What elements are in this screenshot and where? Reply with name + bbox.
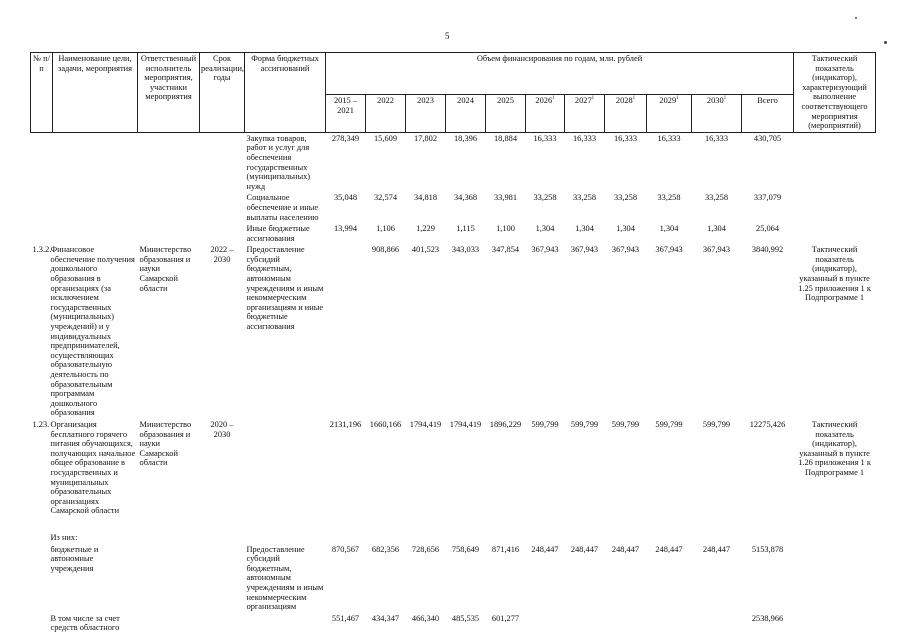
amount-cell: 430,705 — [753, 133, 782, 143]
amount-cell — [605, 613, 647, 637]
amount-cell: 347,854 — [491, 245, 520, 255]
executor: Министерство образования и науки Самарской области — [139, 419, 192, 468]
header-year: 2029$^1$ — [647, 95, 692, 132]
amount-cell: 551,467 — [331, 613, 360, 623]
executor — [138, 192, 200, 223]
term — [200, 223, 245, 244]
amount-cell: 485,535 — [451, 613, 480, 623]
financing-table — [30, 52, 876, 637]
term — [200, 192, 245, 223]
measure-name-cell — [31, 613, 138, 637]
scan-speck — [855, 17, 857, 19]
amount-cell — [486, 532, 526, 544]
row-number — [33, 533, 51, 543]
budget-form: Предоставление субсидий бюджетным, автономным учреждениям и иным некоммерческим организациям и иные бюджетные ассигнования — [246, 245, 324, 332]
executor — [138, 544, 200, 613]
amount-cell: 34,818 — [413, 193, 438, 203]
amount-cell — [647, 613, 692, 637]
measure-name-cell — [31, 544, 138, 613]
amount-cell: 1794,419 — [409, 419, 442, 429]
row-number: 1.23. — [32, 419, 50, 429]
amount-cell: 33,258 — [533, 193, 557, 203]
table-row — [31, 244, 876, 419]
amount-cell: 16,333 — [572, 133, 597, 143]
amount-cell: 601,277 — [491, 613, 520, 623]
table-row — [31, 532, 876, 544]
row-number: 1.3.2. — [32, 245, 52, 255]
amount-cell: 1660,166 — [369, 419, 402, 429]
amount-cell: 16,333 — [657, 133, 681, 143]
amount-cell: 758,649 — [451, 544, 480, 554]
amount-cell: 35,048 — [333, 193, 358, 203]
term: 2020 – 2030 — [210, 419, 234, 439]
amount-cell: 367,943 — [702, 245, 731, 255]
amount-cell: 5153,878 — [751, 544, 784, 554]
footnote-mark: 1 — [632, 96, 636, 102]
amount-cell: 870,567 — [331, 544, 360, 554]
amount-cell: 13,994 — [333, 224, 358, 234]
amount-cell: 2131,196 — [329, 419, 362, 429]
header-year: 2030$^1$ — [692, 95, 742, 132]
table-row — [31, 613, 876, 637]
indicator-cell: Тактический показатель (индикатор), указанный в пункте 1.26 приложения 1 к Подпрограмме 1 — [798, 419, 871, 477]
amount-cell: 367,943 — [570, 245, 599, 255]
scan-speck — [884, 41, 887, 44]
amount-cell: 248,447 — [655, 544, 683, 554]
header-term: Срок реализации, годы — [200, 53, 245, 133]
header-volume: Объем финансирования по годам, млн. рублей — [326, 53, 794, 95]
measure-name-cell — [31, 192, 138, 223]
amount-cell — [406, 532, 446, 544]
table-row — [31, 544, 876, 613]
table-row — [31, 223, 876, 244]
amount-cell: 1,304 — [616, 224, 635, 234]
indicator-cell — [794, 532, 876, 544]
amount-cell: 367,943 — [531, 245, 559, 255]
amount-cell: 16,333 — [704, 133, 729, 143]
header-year: 2025 — [486, 95, 526, 132]
term: 2022 – 2030 — [210, 245, 234, 264]
amount-cell: 33,981 — [493, 193, 518, 203]
amount-cell: 728,656 — [411, 544, 440, 554]
amount-cell: 343,033 — [451, 245, 480, 255]
header-year: Всего — [742, 95, 794, 132]
amount-cell: 466,340 — [411, 613, 440, 623]
measure-name: Финансовое обеспечение получения дошкольного образования в организациях (за исключением государственных (муниципальных) учреждений) и у индивидуальных предпринимателей, осуществляющих образовательную деятельность по образовательным программам дошкольного образования — [50, 245, 135, 418]
measure-name: бюджетные и автономные учреждения — [50, 544, 99, 573]
amount-cell — [742, 532, 794, 544]
footnote-mark: 1 — [676, 96, 679, 102]
amount-cell: 1,100 — [496, 224, 515, 234]
amount-cell: 16,333 — [613, 133, 638, 143]
amount-cell: 434,347 — [371, 613, 400, 623]
amount-cell: 18,884 — [493, 133, 518, 143]
measure-name: В том числе за счет средств областного — [50, 613, 120, 633]
amount-cell: 871,416 — [491, 544, 520, 554]
page-number: 5 — [445, 31, 450, 41]
amount-cell: 1794,419 — [449, 419, 482, 429]
amount-cell: 15,609 — [373, 133, 398, 143]
header-year: 2027$^1$ — [565, 95, 605, 132]
amount-cell — [366, 532, 406, 544]
measure-name-cell — [31, 419, 138, 532]
executor — [138, 223, 200, 244]
amount-cell: 278,349 — [331, 133, 360, 143]
amount-cell: 25,064 — [756, 224, 780, 234]
amount-cell: 33,258 — [704, 193, 729, 203]
amount-cell: 1,304 — [575, 224, 594, 234]
header-num: № п/п — [31, 53, 53, 133]
term — [200, 544, 245, 613]
header-form: Форма бюджетных ассигнований — [245, 53, 326, 133]
indicator-cell — [794, 223, 876, 244]
amount-cell: 599,799 — [570, 419, 599, 429]
amount-cell: 367,943 — [611, 245, 640, 255]
amount-cell: 32,574 — [373, 193, 398, 203]
indicator-cell: Тактический показатель (индикатор), указанный в пункте 1.25 приложения 1 к Подпрограмме 1 — [798, 245, 871, 303]
footnote-mark: 1 — [552, 96, 555, 102]
amount-cell — [526, 532, 565, 544]
indicator-cell — [794, 192, 876, 223]
amount-cell: 1896,229 — [489, 419, 522, 429]
measure-name: Организация бесплатного горячего питания обучающихся, получающих начальное общее образование в государственных и муниципальных образовательных организациях Самарской области — [50, 419, 136, 516]
amount-cell: 682,356 — [371, 544, 400, 554]
amount-cell — [692, 613, 742, 637]
measure-name-cell — [31, 223, 138, 244]
amount-cell: 248,447 — [611, 544, 640, 554]
indicator-cell — [794, 613, 876, 637]
amount-cell: 337,079 — [753, 193, 782, 203]
executor — [138, 132, 200, 192]
budget-form — [245, 532, 326, 544]
amount-cell — [446, 532, 486, 544]
amount-cell: 1,115 — [456, 224, 475, 234]
header-year: 2024 — [446, 95, 486, 132]
amount-cell — [326, 244, 366, 419]
header-year: 2022 — [366, 95, 406, 132]
executor — [138, 532, 200, 544]
budget-form: Социальное обеспечение и иные выплаты населению — [246, 193, 319, 222]
term — [200, 613, 245, 637]
amount-cell: 16,333 — [533, 133, 557, 143]
header-executor: Ответственный исполнитель мероприятия, участники мероприятия — [138, 53, 200, 133]
header-year: 2023 — [406, 95, 446, 132]
amount-cell — [565, 532, 605, 544]
amount-cell: 401,523 — [411, 245, 440, 255]
amount-cell: 17,802 — [413, 133, 438, 143]
amount-cell: 599,799 — [702, 419, 731, 429]
amount-cell: 1,106 — [376, 224, 395, 234]
table-row — [31, 132, 876, 192]
measure-name-cell — [31, 532, 138, 544]
amount-cell: 908,866 — [371, 245, 400, 255]
header-year: 2026$^1$ — [526, 95, 565, 132]
header-name: Наименование цели, задачи, мероприятия — [53, 53, 138, 133]
footnote-mark: 1 — [591, 96, 595, 102]
row-number — [33, 545, 51, 574]
table-row — [31, 192, 876, 223]
amount-cell — [605, 532, 647, 544]
budget-form — [245, 419, 326, 532]
budget-form — [245, 613, 326, 637]
amount-cell: 33,258 — [657, 193, 681, 203]
amount-cell: 248,447 — [570, 544, 599, 554]
amount-cell: 3840,992 — [751, 245, 784, 255]
footnote-mark: 1 — [723, 96, 727, 102]
amount-cell: 33,258 — [613, 193, 638, 203]
amount-cell: 599,799 — [611, 419, 640, 429]
amount-cell — [692, 532, 742, 544]
amount-cell: 18,396 — [453, 133, 478, 143]
amount-cell: 1,304 — [707, 224, 726, 234]
amount-cell: 599,799 — [531, 419, 559, 429]
amount-cell — [326, 532, 366, 544]
amount-cell: 248,447 — [531, 544, 559, 554]
header-year: 2028$^1$ — [605, 95, 647, 132]
amount-cell — [647, 532, 692, 544]
executor — [138, 613, 200, 637]
row-number — [33, 614, 51, 633]
measure-name: Из них: — [50, 532, 78, 542]
indicator-cell — [794, 544, 876, 613]
amount-cell: 1,304 — [659, 224, 679, 234]
header-year: 2015 – 2021 — [326, 95, 366, 132]
budget-form: Предоставление субсидий бюджетным, автономным учреждениям и иным некоммерческим организациям — [246, 544, 324, 612]
measure-name-cell — [31, 244, 138, 419]
amount-cell: 34,368 — [453, 193, 478, 203]
amount-cell: 33,258 — [572, 193, 597, 203]
indicator-cell — [794, 132, 876, 192]
amount-cell: 248,447 — [702, 544, 731, 554]
amount-cell: 2538,966 — [751, 613, 784, 623]
amount-cell: 12275,426 — [749, 419, 786, 429]
term — [200, 532, 245, 544]
executor: Министерство образования и науки Самарской области — [139, 245, 192, 293]
table-row — [31, 419, 876, 532]
amount-cell — [526, 613, 565, 637]
budget-form: Иные бюджетные ассигнования — [246, 224, 310, 243]
budget-form: Закупка товаров, работ и услуг для обеспечения государственных (муниципальных) нужд — [246, 133, 311, 191]
amount-cell: 599,799 — [655, 419, 683, 429]
amount-cell: 1,229 — [416, 224, 435, 234]
header-indicator: Тактический показатель (индикатор), характеризующий выполнение соответствующего мероприятия (мероприятий) — [794, 53, 876, 133]
measure-name-cell — [31, 132, 138, 192]
term — [200, 132, 245, 192]
amount-cell: 1,304 — [535, 224, 555, 234]
amount-cell — [565, 613, 605, 637]
amount-cell: 367,943 — [655, 245, 683, 255]
